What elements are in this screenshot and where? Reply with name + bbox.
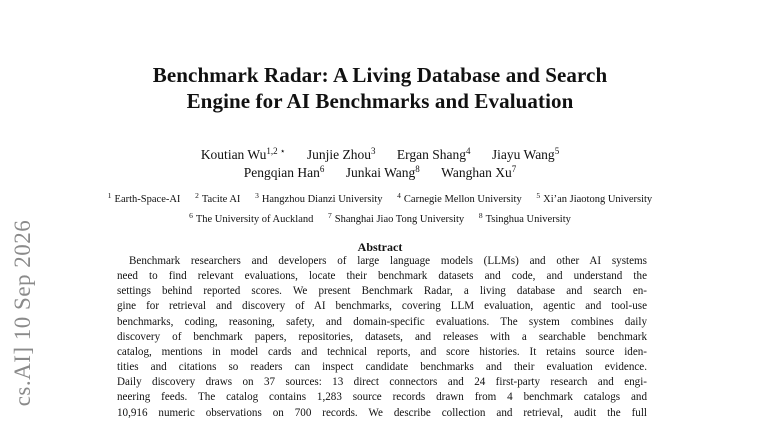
abstract-line: gine for retrieval and discovery of AI benchmarks, covering LLM evaluation, agentic and tool-use [117, 300, 647, 313]
affiliation: $^5$ Xi’an Jiaotong University [536, 191, 653, 205]
arxiv-identifier-stamp: cs.AI] 10 Sep 2026 [10, 219, 35, 407]
affiliation: $^1$ Earth-Space-AI [107, 191, 181, 205]
affiliation: $^3$ Hangzhou Dianzi University [255, 191, 383, 205]
author-row-2 [60, 164, 700, 182]
abstract-line: neering feeds. The catalog contains 1,283 source records drawn from 4 benchmark catalogs and [117, 391, 647, 404]
abstract-line: need to find relevant evaluations, locate their benchmark datasets and code, and understand the [117, 270, 647, 283]
abstract-line: tities and citations so readers can inspect candidate benchmarks and their evaluation evidence. [117, 361, 647, 374]
affiliation-row-1 [40, 193, 720, 207]
author: Wanghan Xu$^7$ [441, 164, 517, 180]
author: Jiayu Wang$^5$ [491, 146, 560, 162]
abstract-line: benchmarks, coding, reasoning, safety, and domain-specific evaluations. The system combines daily [117, 315, 647, 328]
affiliation-row-2 [40, 213, 720, 227]
author: Ergan Shang$^4$ [396, 146, 471, 162]
title-line-2: Engine for AI Benchmarks and Evaluation [186, 89, 574, 113]
affiliation: $^4$ Carnegie Mellon University [397, 191, 522, 205]
affiliation: $^8$ Tsinghua University [478, 211, 571, 225]
abstract-line: Benchmark researchers and developers of large language models (LLMs) and other AI systems [129, 255, 647, 267]
abstract-line: catalog, mentions in model cards and technical reports, and score histories. It retains source iden- [117, 345, 647, 358]
affiliation: $^6$ The University of Auckland [189, 211, 314, 225]
abstract-line: Daily discovery draws on 37 sources: 13 direct connectors and 24 first-party research and engi- [117, 376, 647, 389]
affiliation: $^2$ Tacite AI [195, 191, 241, 205]
paper-title [60, 62, 700, 114]
author: Koutian $Wu^{1,2 ⋆}$ [200, 146, 286, 162]
abstract-body [117, 254, 647, 421]
abstract-line: discovery of benchmark papers, repositories, datasets, and releases with a searchable benchmark [117, 330, 647, 343]
abstract-line: settings behind reported scores. We present Benchmark Radar, a living database and search en- [117, 285, 647, 298]
title-line-1: Benchmark Radar: A Living Database and Search [152, 63, 608, 87]
affiliation: $^7$ Shanghai Jiao Tong University [328, 211, 465, 225]
author: Pengqian Han$^6$ [243, 164, 325, 180]
author: Junjie Zhou$^3$ [306, 146, 376, 162]
author-row-1 [60, 146, 700, 164]
author: Junkai Wang$^8$ [345, 164, 420, 180]
abstract-heading: Abstract [357, 240, 403, 254]
abstract-line: 10,916 numeric observations on 700 records. We describe collection and retrieval, audit the full [117, 406, 647, 419]
